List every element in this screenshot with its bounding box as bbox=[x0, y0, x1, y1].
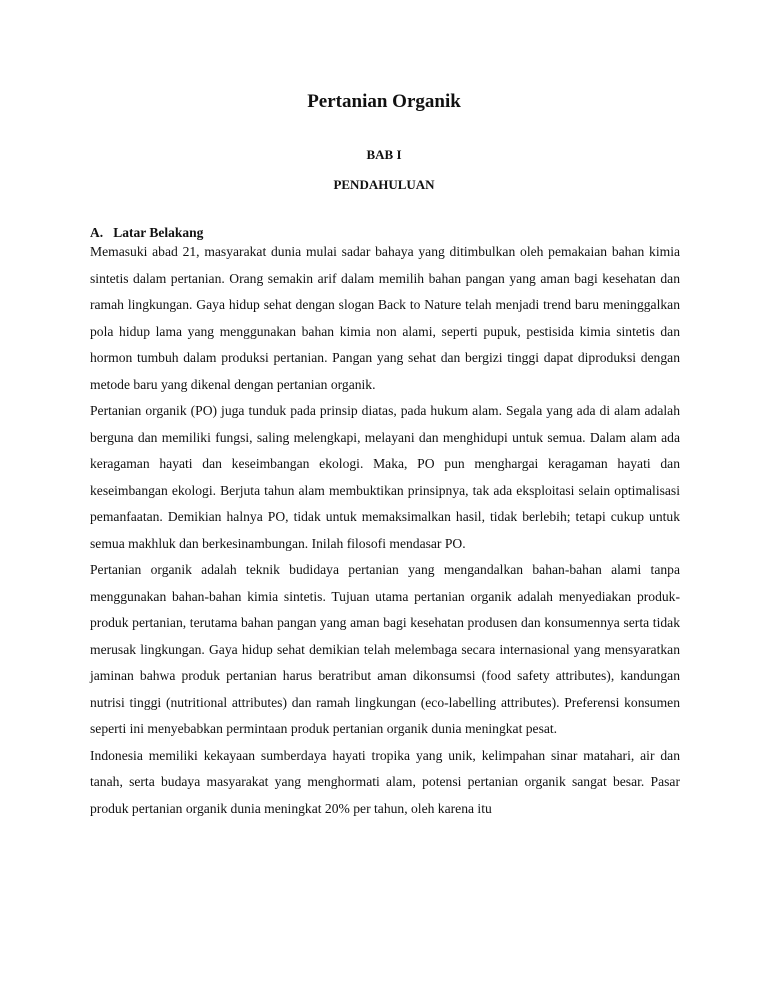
paragraph: Pertanian organik adalah teknik budidaya pertanian yang mengandalkan bahan-bahan alami tanpa menggunakan bahan-bahan kimia sintetis. Tujuan utama pertanian organik adalah menyediakan produk-produk pertanian, terutama bahan pangan yang aman bagi kesehatan produsen dan konsumennya serta tidak merusak lingkungan. Gaya hidup sehat demikian telah melembaga secara internasional yang mensyaratkan jaminan bahwa produk pertanian harus beratribut aman dikonsumsi (food safety attributes), kandungan nutrisi tinggi (nutritional attributes) dan ramah lingkungan (eco-labelling attributes). Preferensi konsumen seperti ini menyebabkan permintaan produk pertanian organik dunia meningkat pesat. bbox=[90, 562, 680, 736]
section-heading: A. Latar Belakang bbox=[90, 225, 204, 240]
body-text bbox=[90, 239, 680, 822]
paragraph: Memasuki abad 21, masyarakat dunia mulai sadar bahaya yang ditimbulkan oleh pemakaian bahan kimia sintetis dalam pertanian. Orang semakin arif dalam memilih bahan pangan yang aman bagi kesehatan dan ramah lingkungan. Gaya hidup sehat dengan slogan Back to Nature telah menjadi trend baru meninggalkan pola hidup lama yang menggunakan bahan kimia non alami, seperti pupuk, pestisida kimia sintetis dan hormon tumbuh dalam produksi pertanian. Pangan yang sehat dan bergizi tinggi dapat diproduksi dengan metode baru yang dikenal dengan pertanian organik. bbox=[90, 244, 680, 392]
page-title: Pertanian Organik bbox=[307, 91, 461, 112]
paragraph: Indonesia memiliki kekayaan sumberdaya hayati tropika yang unik, kelimpahan sinar matahari, air dan tanah, serta budaya masyarakat yang menghormati alam, potensi pertanian organik sangat besar. Pasar produk pertanian organik dunia meningkat 20% per tahun, oleh karena itu bbox=[90, 747, 680, 816]
chapter-name: PENDAHULUAN bbox=[333, 177, 435, 192]
paragraph: Pertanian organik (PO) juga tunduk pada prinsip diatas, pada hukum alam. Segala yang ada di alam adalah berguna dan memiliki fungsi, saling melengkapi, melayani dan menghidupi untuk semua. Dalam alam ada keragaman hayati dan keseimbangan ekologi. Maka, PO pun menghargai keragaman hayati dan keseimbangan ekologi. Berjuta tahun alam membuktikan prinsipnya, tak ada eksploitasi selain optimalisasi pemanfaatan. Demikian halnya PO, tidak untuk memaksimalkan hasil, tidak berlebih; tetapi cukup untuk semua makhluk dan berkesinambungan. Inilah filosofi mendasar PO. bbox=[90, 403, 680, 551]
chapter-number: BAB I bbox=[366, 147, 402, 162]
